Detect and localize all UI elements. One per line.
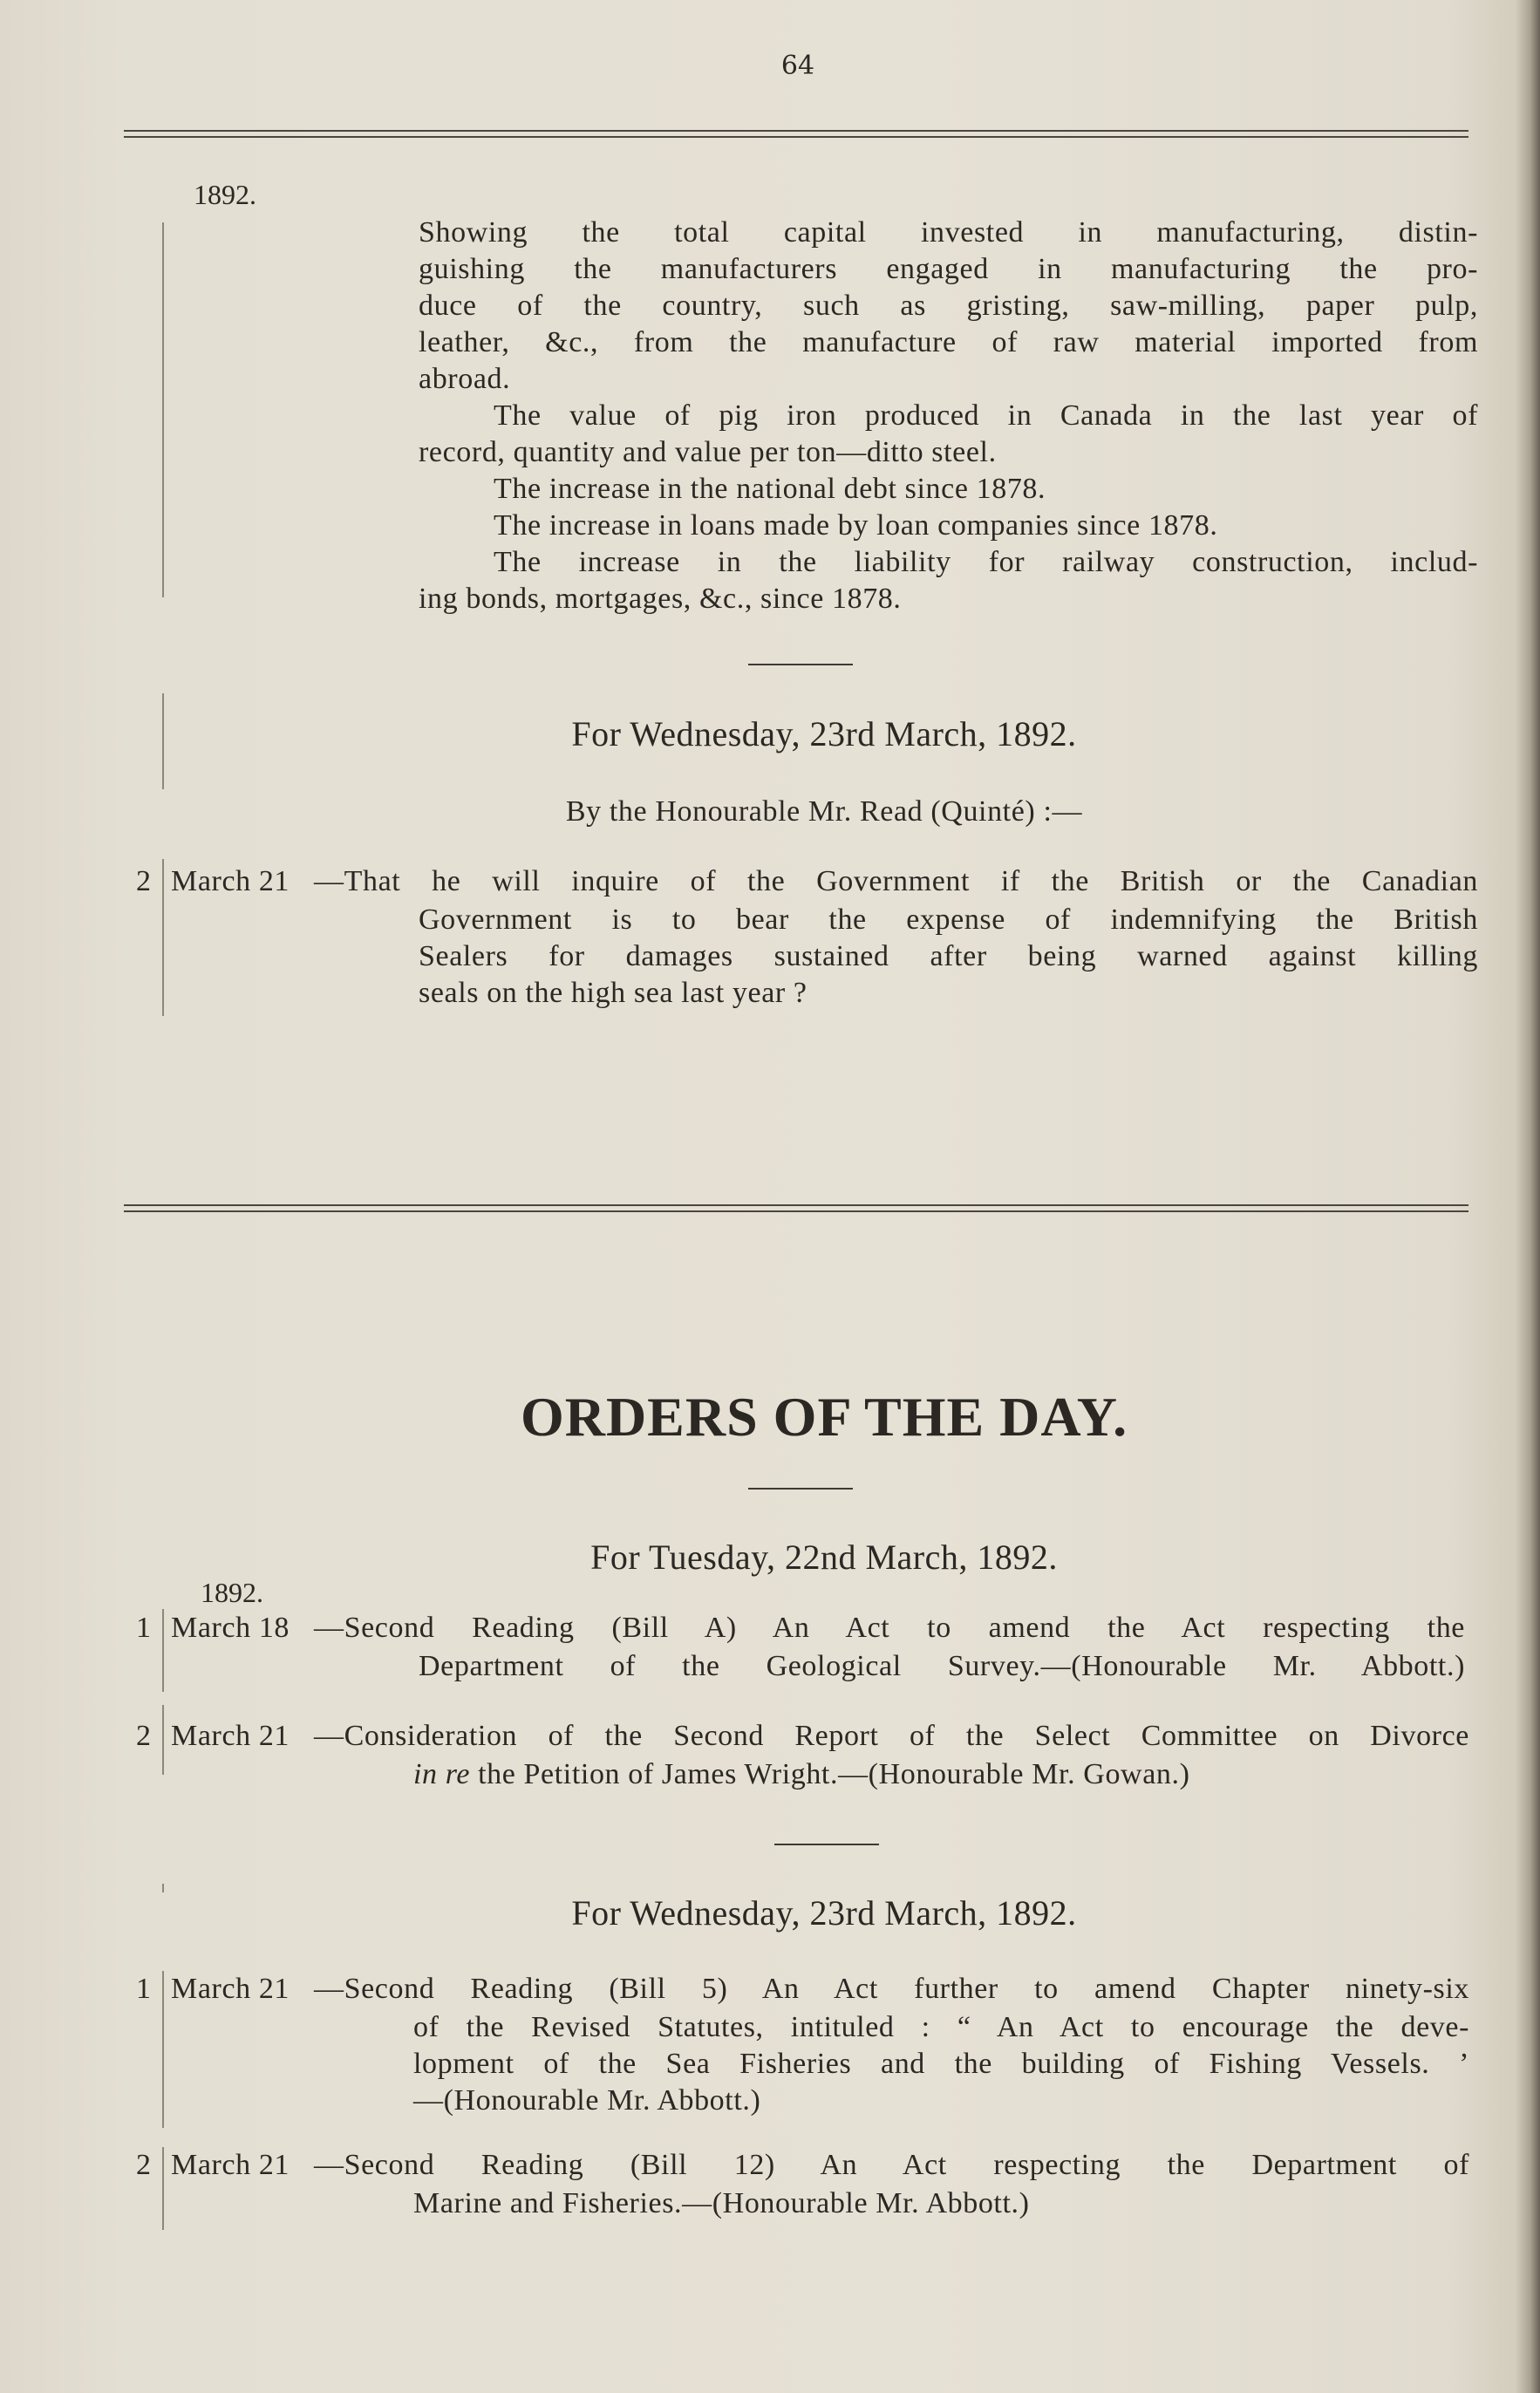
- notice-item-line: Government is to bear the expense of indemnifying the British: [419, 903, 1478, 936]
- orders-title: ORDERS OF THE DAY.: [520, 1386, 1128, 1448]
- order-item-line: Department of the Geological Survey.—(Honourable Mr. Abbott.): [419, 1650, 1465, 1682]
- order-item-line-rest: the Petition of James Wright.—(Honourable Mr. Gowan.): [470, 1758, 1190, 1790]
- wednesday-heading: For Wednesday, 23rd March, 1892.: [571, 1893, 1077, 1933]
- order-item-line: of the Revised Statutes, intituled : “ An Act to encourage the deve-: [413, 2011, 1469, 2043]
- order-item-line: lopment of the Sea Fisheries and the building of Fishing Vessels. ’: [413, 2048, 1469, 2080]
- return-item-1-cont: record, quantity and value per ton—ditto steel.: [419, 436, 997, 468]
- order-item-number: 2: [136, 2149, 151, 2181]
- return-order-line-1: Showing the total capital invested in manufacturing, distin-: [419, 216, 1478, 249]
- order-item-number: 1: [136, 1612, 151, 1644]
- title-divider: [748, 1488, 853, 1490]
- notice-item-line: Sealers for damages sustained after being warned against killing: [419, 940, 1478, 972]
- return-item-4: The increase in the liability for railway construction, includ-: [494, 546, 1478, 578]
- return-item-4-cont: ing bonds, mortgages, &c., since 1878.: [419, 583, 902, 615]
- return-order-line-3: duce of the country, such as gristing, saw-milling, paper pulp,: [419, 290, 1478, 322]
- order-item-lead: —Second Reading (Bill 12) An Act respecting the Department of: [314, 2149, 1469, 2181]
- order-item-date: March 21: [171, 2149, 290, 2181]
- notice-item-number: 2: [136, 865, 151, 897]
- order-item-line: —(Honourable Mr. Abbott.): [413, 2084, 761, 2117]
- margin-line: [162, 1884, 164, 1892]
- year-label: 1892.: [194, 179, 256, 210]
- margin-line: [162, 1609, 164, 1692]
- return-item-2: The increase in the national debt since 1878.: [494, 473, 1046, 505]
- margin-line: [162, 2147, 164, 2230]
- order-item-lead: —Consideration of the Second Report of the Select Committee on Divorce: [314, 1720, 1469, 1752]
- margin-line: [162, 222, 164, 597]
- margin-line: [162, 1705, 164, 1775]
- section-divider: [774, 1844, 879, 1845]
- order-item-number: 1: [136, 1973, 151, 2005]
- return-item-3: The increase in loans made by loan companies since 1878.: [494, 509, 1218, 542]
- order-item-line: [413, 1756, 1460, 1793]
- order-item-lead: —Second Reading (Bill A) An Act to amend the Act respecting the: [314, 1612, 1465, 1644]
- order-item-date: March 21: [171, 1973, 290, 2005]
- top-double-rule: [124, 130, 1468, 138]
- return-item-1: The value of pig iron produced in Canada in the last year of: [494, 399, 1478, 432]
- margin-line: [162, 1971, 164, 2128]
- order-item-line: Marine and Fisheries.—(Honourable Mr. Abbott.): [413, 2187, 1030, 2219]
- order-item-date: March 21: [171, 1720, 290, 1752]
- middle-double-rule: [124, 1204, 1468, 1212]
- section-divider: [748, 664, 853, 665]
- page-edge-shadow: [1516, 0, 1540, 2393]
- page-number: 64: [780, 51, 815, 81]
- order-item-number: 2: [136, 1720, 151, 1752]
- notice-item-lead: —That he will inquire of the Government if the British or the Canadian: [314, 865, 1478, 897]
- order-item-lead: —Second Reading (Bill 5) An Act further to amend Chapter ninety-six: [314, 1973, 1469, 2005]
- return-order-line-2: guishing the manufacturers engaged in manufacturing the pro-: [419, 253, 1478, 285]
- notice-heading: For Wednesday, 23rd March, 1892.: [571, 714, 1077, 753]
- latin-phrase: in re: [413, 1758, 471, 1790]
- return-order-line-5: abroad.: [419, 363, 511, 395]
- margin-line: [162, 859, 164, 1016]
- notice-item-date: March 21: [171, 865, 290, 897]
- order-item-date: March 18: [171, 1612, 290, 1644]
- notice-mover: By the Honourable Mr. Read (Quinté) :—: [565, 795, 1083, 828]
- notice-item-line: seals on the high sea last year ?: [419, 977, 807, 1009]
- year-label: 1892.: [201, 1577, 263, 1608]
- return-order-line-4: leather, &c., from the manufacture of raw material imported from: [419, 326, 1478, 358]
- tuesday-heading: For Tuesday, 22nd March, 1892.: [590, 1537, 1058, 1577]
